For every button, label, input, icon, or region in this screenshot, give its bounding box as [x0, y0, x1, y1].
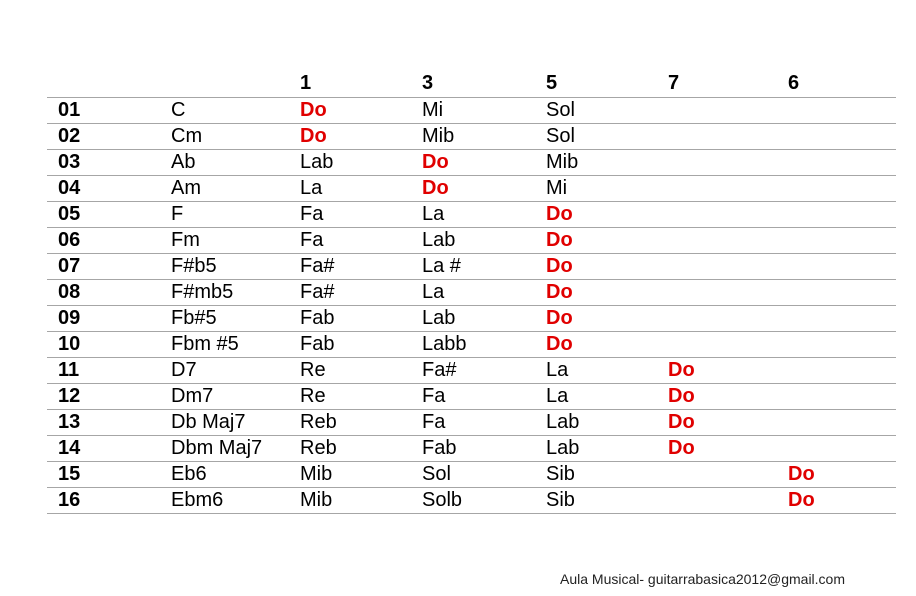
degree-5-note: Lab [546, 410, 668, 436]
table-row [47, 202, 896, 228]
degree-3-note: Mib [422, 124, 546, 150]
chord-name: Cm [171, 124, 300, 150]
degree-6-note [788, 410, 896, 436]
degree-3-note: Labb [422, 332, 546, 358]
row-number: 10 [47, 332, 171, 358]
degree-6-note [788, 436, 896, 462]
degree-6-note [788, 332, 896, 358]
degree-5-note: Sol [546, 124, 668, 150]
degree-5-note: Sib [546, 462, 668, 488]
degree-3-note: Mi [422, 98, 546, 124]
degree-7-note: Do [668, 384, 788, 410]
degree-7-note [668, 150, 788, 176]
degree-1-note: Fa [300, 228, 422, 254]
degree-7-note [668, 202, 788, 228]
chord-name: Ebm6 [171, 488, 300, 514]
table-row [47, 254, 896, 280]
degree-6-note: Do [788, 462, 896, 488]
degree-1-note: Re [300, 384, 422, 410]
degree-3-note: Fa [422, 384, 546, 410]
row-number: 14 [47, 436, 171, 462]
degree-6-note [788, 280, 896, 306]
degree-7-note [668, 488, 788, 514]
degree-3-note: Sol [422, 462, 546, 488]
degree-3-note: La [422, 280, 546, 306]
degree-3-note: Do [422, 176, 546, 202]
degree-1-note: Fa# [300, 280, 422, 306]
degree-5-note: Do [546, 254, 668, 280]
degree-6-note: Do [788, 488, 896, 514]
degree-1-note: Fa# [300, 254, 422, 280]
degree-3-note: Solb [422, 488, 546, 514]
degree-6-note [788, 176, 896, 202]
degree-7-note: Do [668, 358, 788, 384]
degree-5-note: Mi [546, 176, 668, 202]
chord-name: D7 [171, 358, 300, 384]
degree-5-note: La [546, 384, 668, 410]
chord-table-container [47, 70, 896, 514]
header-row [47, 70, 896, 98]
header-cell-degree-1: 1 [300, 70, 422, 98]
degree-1-note: Fa [300, 202, 422, 228]
degree-3-note: Do [422, 150, 546, 176]
degree-1-note: Re [300, 358, 422, 384]
table-header [47, 70, 896, 98]
degree-7-note [668, 176, 788, 202]
chord-name: Fbm #5 [171, 332, 300, 358]
table-row [47, 462, 896, 488]
row-number: 12 [47, 384, 171, 410]
chord-name: Fb#5 [171, 306, 300, 332]
degree-6-note [788, 228, 896, 254]
chord-name: F#mb5 [171, 280, 300, 306]
degree-3-note: Lab [422, 228, 546, 254]
row-number: 11 [47, 358, 171, 384]
row-number: 13 [47, 410, 171, 436]
header-cell-degree-5: 5 [546, 70, 668, 98]
table-row [47, 488, 896, 514]
row-number: 09 [47, 306, 171, 332]
degree-7-note [668, 462, 788, 488]
degree-7-note [668, 124, 788, 150]
table-row [47, 332, 896, 358]
footer-credit: Aula Musical- guitarrabasica2012@gmail.com [560, 571, 846, 587]
degree-7-note [668, 228, 788, 254]
chord-name: Eb6 [171, 462, 300, 488]
chord-table [47, 70, 896, 514]
header-cell-chord [171, 70, 300, 98]
header-cell-degree-7: 7 [668, 70, 788, 98]
degree-1-note: Mib [300, 462, 422, 488]
degree-6-note [788, 384, 896, 410]
degree-5-note: Lab [546, 436, 668, 462]
degree-6-note [788, 150, 896, 176]
degree-6-note [788, 202, 896, 228]
chord-name: Fm [171, 228, 300, 254]
table-body [47, 98, 896, 514]
table-row [47, 410, 896, 436]
degree-1-note: Reb [300, 410, 422, 436]
degree-5-note: La [546, 358, 668, 384]
row-number: 08 [47, 280, 171, 306]
chord-name: C [171, 98, 300, 124]
degree-1-note: Fab [300, 332, 422, 358]
chord-name: Db Maj7 [171, 410, 300, 436]
table-row [47, 98, 896, 124]
degree-3-note: La [422, 202, 546, 228]
row-number: 07 [47, 254, 171, 280]
row-number: 04 [47, 176, 171, 202]
degree-5-note: Do [546, 228, 668, 254]
degree-3-note: Fa [422, 410, 546, 436]
degree-7-note [668, 98, 788, 124]
degree-5-note: Sol [546, 98, 668, 124]
row-number: 15 [47, 462, 171, 488]
row-number: 06 [47, 228, 171, 254]
degree-6-note [788, 358, 896, 384]
degree-6-note [788, 254, 896, 280]
degree-5-note: Do [546, 280, 668, 306]
degree-5-note: Do [546, 202, 668, 228]
degree-5-note: Sib [546, 488, 668, 514]
table-row [47, 124, 896, 150]
table-row [47, 176, 896, 202]
chord-name: Ab [171, 150, 300, 176]
table-row [47, 306, 896, 332]
degree-7-note: Do [668, 410, 788, 436]
table-row [47, 358, 896, 384]
degree-6-note [788, 306, 896, 332]
degree-3-note: La # [422, 254, 546, 280]
table-row [47, 150, 896, 176]
degree-3-note: Lab [422, 306, 546, 332]
table-row [47, 384, 896, 410]
degree-1-note: La [300, 176, 422, 202]
header-cell-degree-3: 3 [422, 70, 546, 98]
row-number: 16 [47, 488, 171, 514]
row-number: 03 [47, 150, 171, 176]
degree-5-note: Do [546, 306, 668, 332]
degree-1-note: Fab [300, 306, 422, 332]
degree-7-note [668, 280, 788, 306]
degree-1-note: Lab [300, 150, 422, 176]
row-number: 02 [47, 124, 171, 150]
degree-1-note: Do [300, 124, 422, 150]
table-row [47, 436, 896, 462]
degree-7-note [668, 332, 788, 358]
degree-6-note [788, 98, 896, 124]
degree-7-note [668, 306, 788, 332]
row-number: 01 [47, 98, 171, 124]
degree-3-note: Fa# [422, 358, 546, 384]
row-number: 05 [47, 202, 171, 228]
degree-7-note: Do [668, 436, 788, 462]
chord-name: Dbm Maj7 [171, 436, 300, 462]
chord-name: F [171, 202, 300, 228]
header-cell-degree-6: 6 [788, 70, 896, 98]
chord-name: Am [171, 176, 300, 202]
degree-1-note: Do [300, 98, 422, 124]
table-row [47, 280, 896, 306]
degree-3-note: Fab [422, 436, 546, 462]
degree-1-note: Reb [300, 436, 422, 462]
degree-7-note [668, 254, 788, 280]
header-cell-number [47, 70, 171, 98]
degree-1-note: Mib [300, 488, 422, 514]
chord-name: F#b5 [171, 254, 300, 280]
table-row [47, 228, 896, 254]
degree-6-note [788, 124, 896, 150]
degree-5-note: Mib [546, 150, 668, 176]
degree-5-note: Do [546, 332, 668, 358]
chord-name: Dm7 [171, 384, 300, 410]
